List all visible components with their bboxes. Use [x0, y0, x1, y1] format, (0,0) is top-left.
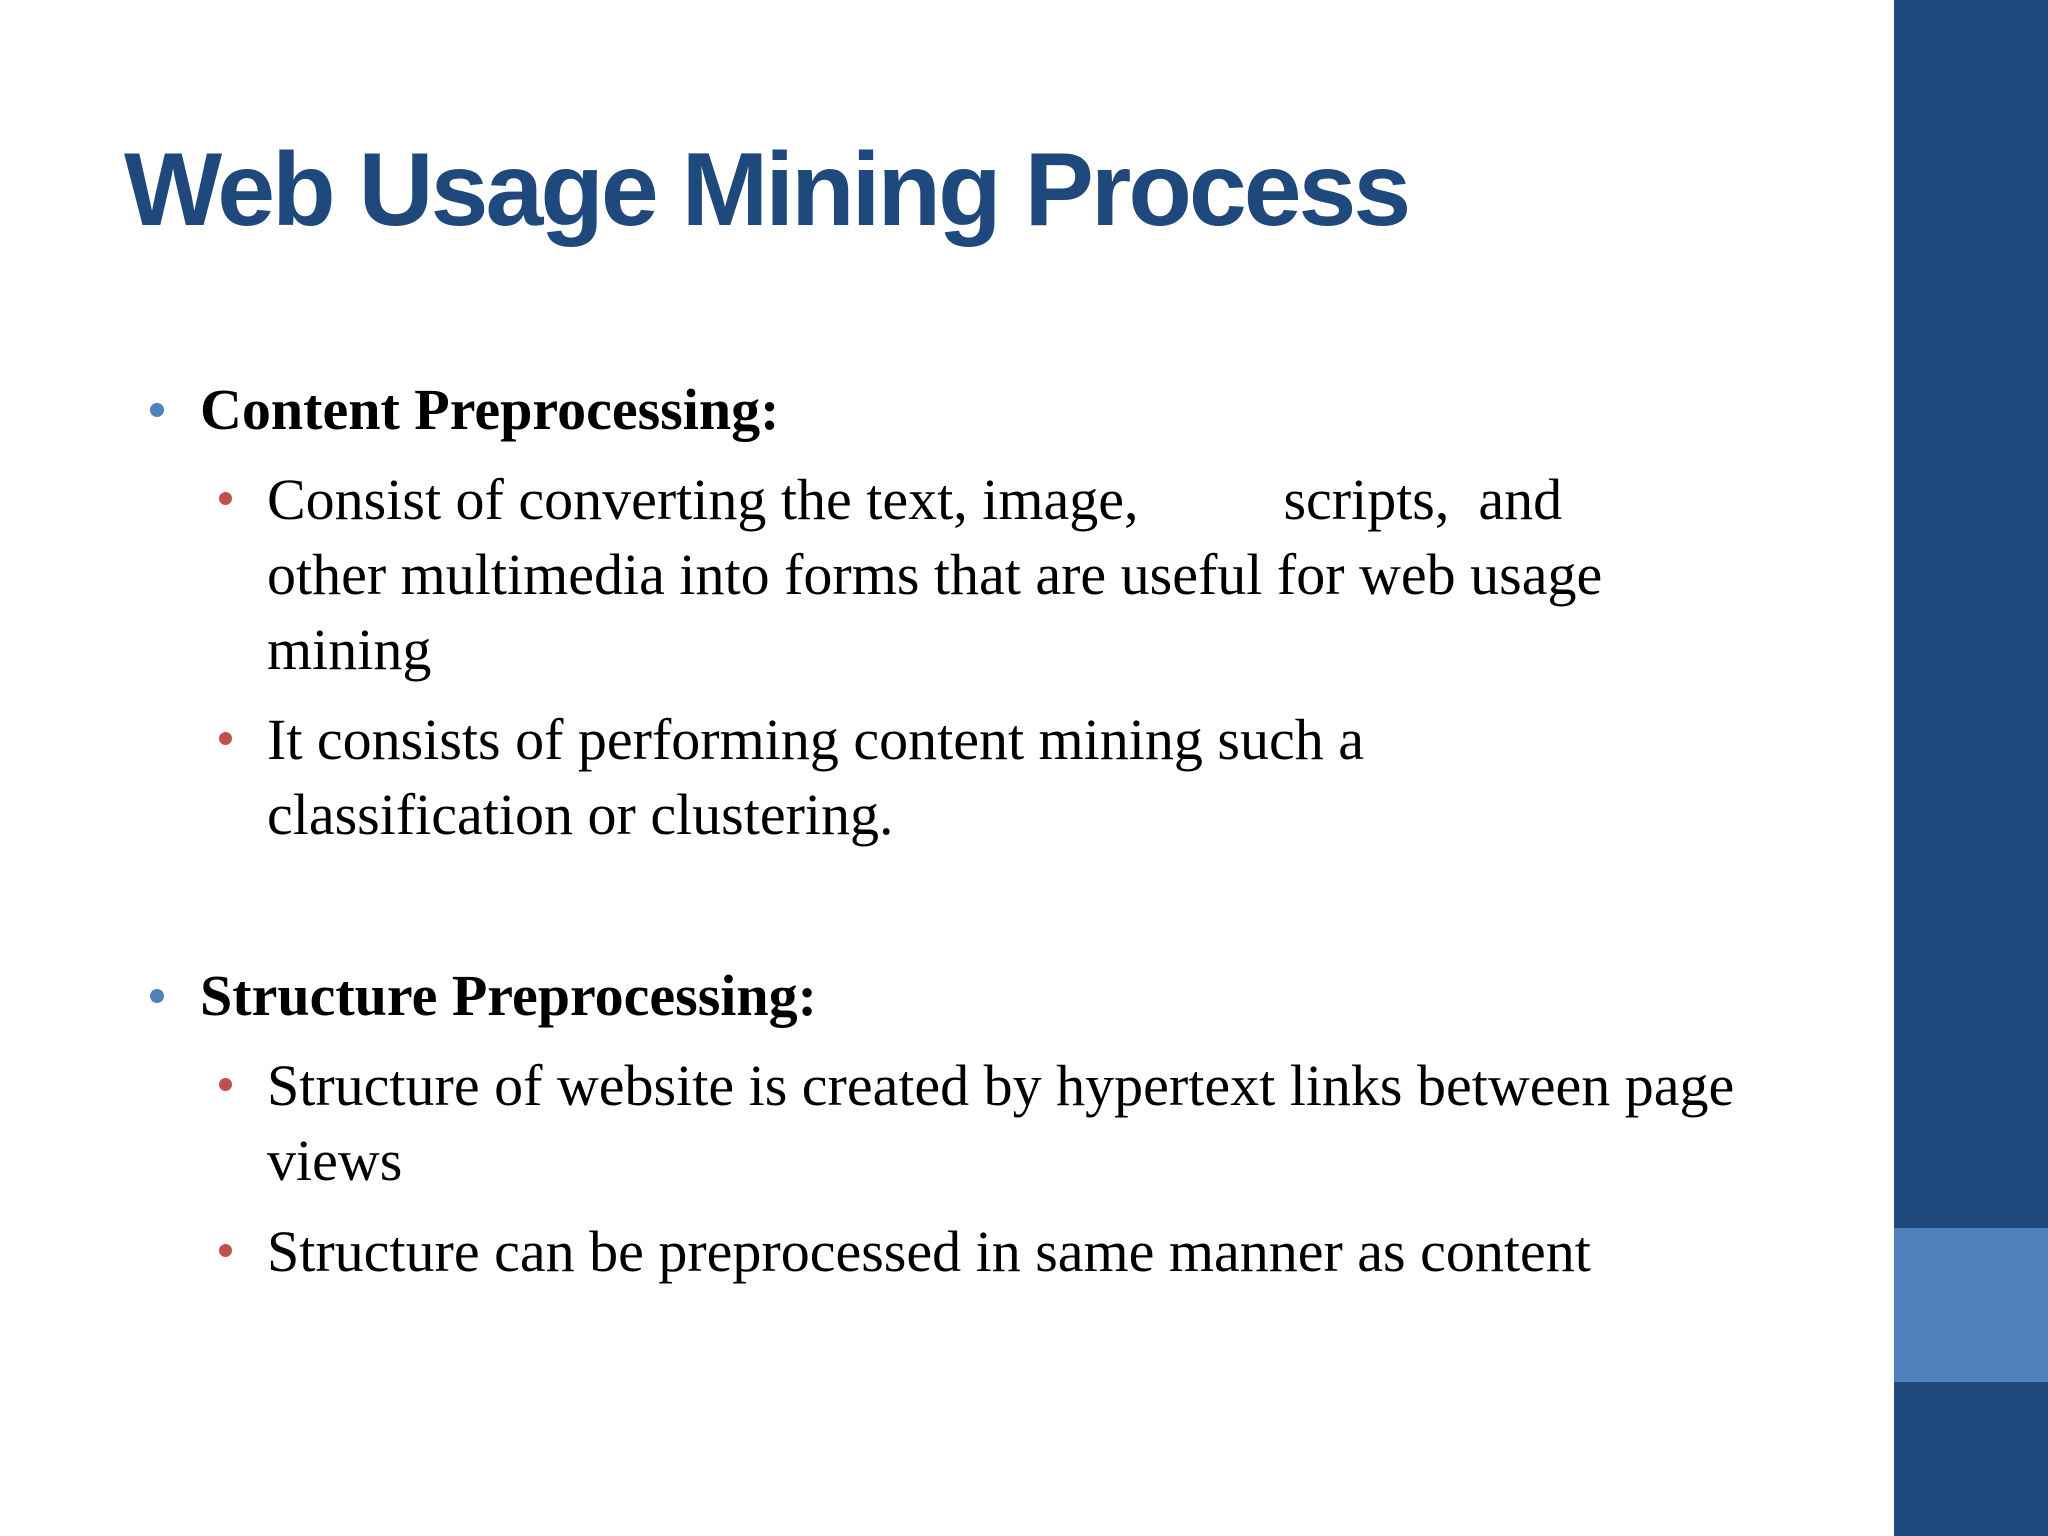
- bullet-dot-icon: [150, 403, 164, 417]
- bullet-dot-icon: [219, 1078, 232, 1091]
- bullet-item-line: other multimedia into forms that are useful for web usage mining: [267, 542, 1603, 682]
- bullet-dot-icon: [219, 1244, 232, 1257]
- bullet-item: Structure can be preprocessed in same manner as content: [267, 1219, 1591, 1284]
- sidebar-accent-block: [1894, 1228, 2048, 1382]
- section-heading-content-preprocessing: Content Preprocessing:: [200, 377, 780, 442]
- slide-title: Web Usage Mining Process: [124, 132, 1409, 248]
- bullet-dot-icon: [219, 732, 232, 745]
- section-heading-structure-preprocessing: Structure Preprocessing:: [200, 963, 817, 1028]
- bullet-item: It consists of performing content mining such a classification or clustering.: [267, 707, 1364, 847]
- bullet-item: Structure of website is created by hypertext links between page views: [267, 1053, 1735, 1193]
- bullet-item: [267, 462, 1827, 687]
- bullet-dot-icon: [219, 492, 232, 505]
- bullet-item-line: Consist of converting the text, image, scripts, and: [267, 467, 1563, 532]
- bullet-dot-icon: [150, 989, 164, 1003]
